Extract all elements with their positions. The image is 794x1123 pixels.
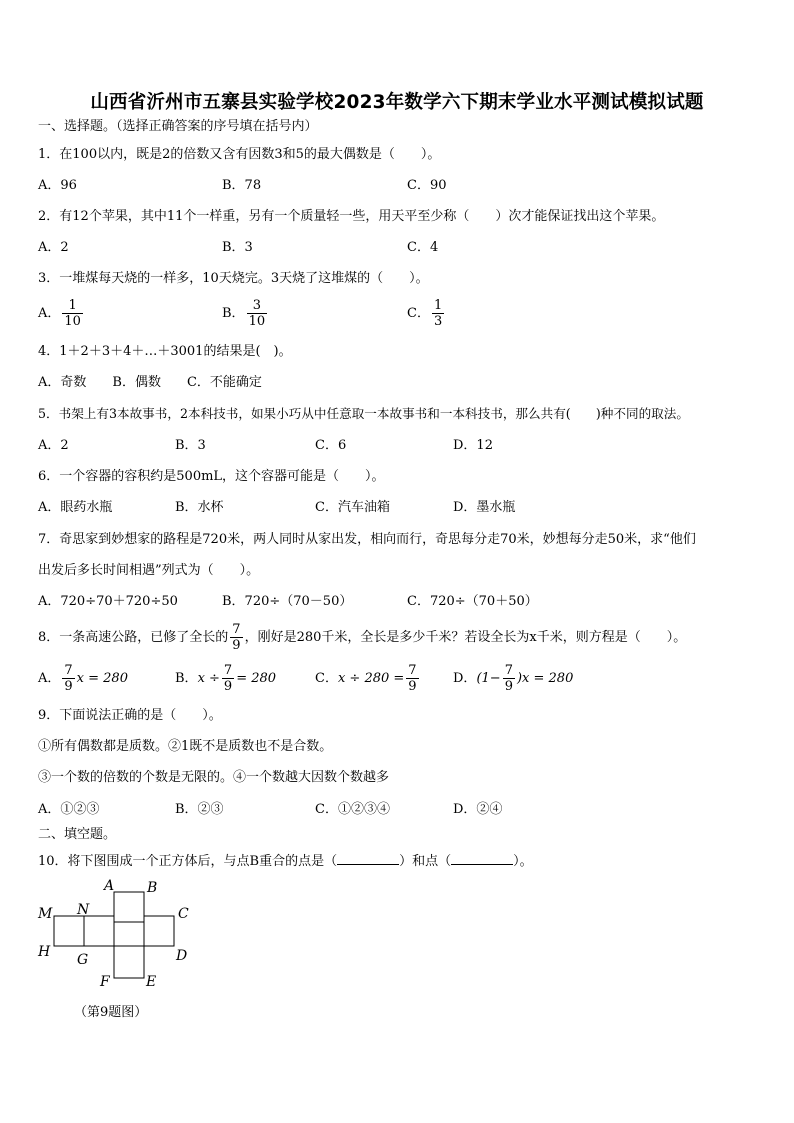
net-face-top (114, 892, 144, 922)
q3-option-c-fraction (432, 298, 444, 329)
q3-option-a-label: A． (38, 306, 61, 321)
q6-option-a: A．眼药水瓶 (38, 500, 113, 515)
fraction-numerator: 7 (223, 663, 233, 678)
q9-statements-1: ①所有偶数都是质数。②1既不是质数也不是合数。 (38, 739, 333, 754)
q8-fraction (230, 622, 242, 653)
fraction-numerator: 1 (68, 298, 77, 313)
question-7-line-1: 7．奇思家到妙想家的路程是720米，两人同时从家出发，相向而行，奇思每分走70米，妙想每分走50米，求“他们 (38, 532, 696, 547)
q1-option-a: A．96 (38, 178, 77, 193)
q1-option-b: B．78 (222, 178, 262, 193)
fraction-denominator: 10 (64, 314, 81, 329)
cube-net-figure (30, 872, 210, 997)
fraction-denominator: 9 (64, 679, 73, 694)
point-label-n: N (77, 902, 90, 918)
q8-option-d (453, 663, 573, 694)
point-label-a: A (104, 878, 115, 894)
q5-option-a: A．2 (38, 438, 69, 453)
fraction-denominator: 9 (232, 638, 241, 653)
question-6: 6．一个容器的容积约是500mL，这个容器可能是（ ）。 (38, 469, 385, 484)
q8-option-d-label: D． (453, 671, 477, 686)
fraction-denominator: 3 (433, 314, 443, 329)
q8-option-b-fraction (222, 663, 234, 694)
q8-option-b-tail: = 280 (236, 671, 277, 686)
net-face-left-2 (84, 916, 114, 946)
fraction-numerator: 7 (232, 622, 241, 637)
fraction-denominator: 10 (248, 314, 266, 329)
fraction-denominator: 9 (504, 679, 513, 694)
q3-option-b-label: B． (222, 306, 245, 321)
question-3: 3．一堆煤每天烧的一样多，10天烧完。3天烧了这堆煤的（ ）。 (38, 271, 429, 286)
fraction-numerator: 7 (408, 663, 417, 678)
page-title: 山西省沂州市五寨县实验学校2023年数学六下期末学业水平测试模拟试题 (90, 92, 704, 113)
q8-option-a (38, 663, 128, 694)
net-face-right (144, 916, 174, 946)
point-label-g: G (77, 952, 89, 968)
q3-option-b-fraction (247, 298, 268, 329)
fraction-denominator: 9 (223, 679, 233, 694)
question-8-text-start: 8．一条高速公路，已修了全长的 (38, 630, 229, 645)
q2-option-a: A．2 (38, 240, 69, 255)
question-8-text-end: ，刚好是280千米，全长是多少千米？若设全长为x千米，则方程是（ ）。 (244, 630, 687, 645)
point-label-e: E (146, 974, 157, 990)
q6-option-d: D．墨水瓶 (453, 500, 516, 515)
q5-option-b: B．3 (175, 438, 206, 453)
q3-option-b (222, 298, 269, 329)
q9-statements-2: ③一个数的倍数的个数是无限的。④一个数越大因数个数越多 (38, 770, 390, 785)
q8-option-b-label: B． (175, 671, 198, 686)
q8-option-d-head: (1− (476, 671, 501, 686)
q4-options: A．奇数 B．偶数 C．不能确定 (38, 375, 262, 390)
question-2: 2．有12个苹果，其中11个一样重，另有一个质量轻一些，用天平至少称（ ）次才能保证找出这个苹果。 (38, 209, 665, 224)
point-label-m: M (38, 906, 53, 922)
cube-net-lines (54, 892, 174, 978)
fraction-numerator: 3 (252, 298, 261, 313)
q7-option-c: C．720÷（70＋50） (407, 594, 538, 609)
q7-option-a: A．720÷70＋720÷50 (38, 594, 178, 609)
question-10-text-start: 10．将下图围成一个正方体后，与点B重合的点是（ (38, 854, 338, 869)
q2-option-c: C．4 (407, 240, 439, 255)
net-face-left-1 (54, 916, 84, 946)
q9-option-b: B．②③ (175, 802, 224, 817)
question-10-text-end: ）。 (513, 854, 533, 869)
fraction-numerator: 1 (433, 298, 443, 313)
q8-option-b (175, 663, 276, 694)
q3-option-c (407, 298, 446, 329)
q8-option-d-fraction (503, 663, 515, 694)
point-label-d: D (176, 948, 188, 964)
fraction-denominator: 9 (408, 679, 417, 694)
question-7-line-2: 出发后多长时间相遇”列式为（ ）。 (38, 563, 260, 578)
q3-option-c-label: C． (407, 306, 430, 321)
fraction-numerator: 7 (504, 663, 513, 678)
question-10 (38, 852, 533, 871)
figure-caption: （第9题图） (74, 1005, 148, 1020)
q8-option-c-head: x ÷ 280 = (337, 671, 405, 686)
question-4: 4．1＋2＋3＋4＋…＋3001的结果是( )。 (38, 344, 292, 359)
q6-option-b: B．水杯 (175, 500, 224, 515)
fraction-numerator: 7 (64, 663, 73, 678)
question-10-text-mid: ）和点（ (399, 854, 452, 869)
q8-option-a-equation: x = 280 (76, 671, 128, 686)
q8-option-c-label: C． (315, 671, 338, 686)
point-label-b: B (147, 880, 158, 896)
q1-option-c: C．90 (407, 178, 447, 193)
q8-option-c (315, 663, 421, 694)
q6-option-c: C．汽车油箱 (315, 500, 390, 515)
q9-option-c: C．①②③④ (315, 802, 390, 817)
point-label-f: F (100, 974, 110, 990)
question-9: 9．下面说法正确的是（ ）。 (38, 708, 222, 723)
section-choice-heading: 一、选择题。（选择正确答案的序号填在括号内） (38, 119, 318, 134)
q8-option-a-label: A． (38, 671, 61, 686)
q5-option-c: C．6 (315, 438, 347, 453)
point-label-c: C (178, 906, 189, 922)
question-5: 5．书架上有3本故事书，2本科技书，如果小巧从中任意取一本故事书和一本科技书，那么共有( )种不同的取法。 (38, 406, 689, 421)
q9-option-a: A．①②③ (38, 802, 100, 817)
q8-option-d-tail: )x = 280 (516, 671, 574, 686)
section-fill-heading: 二、填空题。 (38, 827, 117, 842)
q8-option-c-fraction (406, 663, 418, 694)
q9-option-d: D．②④ (453, 802, 503, 817)
q7-option-b: B．720÷（70－50） (222, 594, 353, 609)
question-8 (38, 622, 686, 653)
q3-option-a (38, 298, 85, 329)
q2-option-b: B．3 (222, 240, 253, 255)
q3-option-a-fraction (62, 298, 83, 329)
net-face-center (114, 922, 144, 946)
net-face-bottom (114, 946, 144, 978)
answer-blank-2[interactable] (451, 852, 513, 865)
point-label-h: H (38, 944, 51, 960)
answer-blank-1[interactable] (337, 852, 399, 865)
q8-option-b-head: x ÷ (197, 671, 220, 686)
q5-option-d: D．12 (453, 438, 493, 453)
question-1: 1．在100以内，既是2的倍数又含有因数3和5的最大偶数是（ ）。 (38, 147, 441, 162)
q8-option-a-fraction (62, 663, 74, 694)
